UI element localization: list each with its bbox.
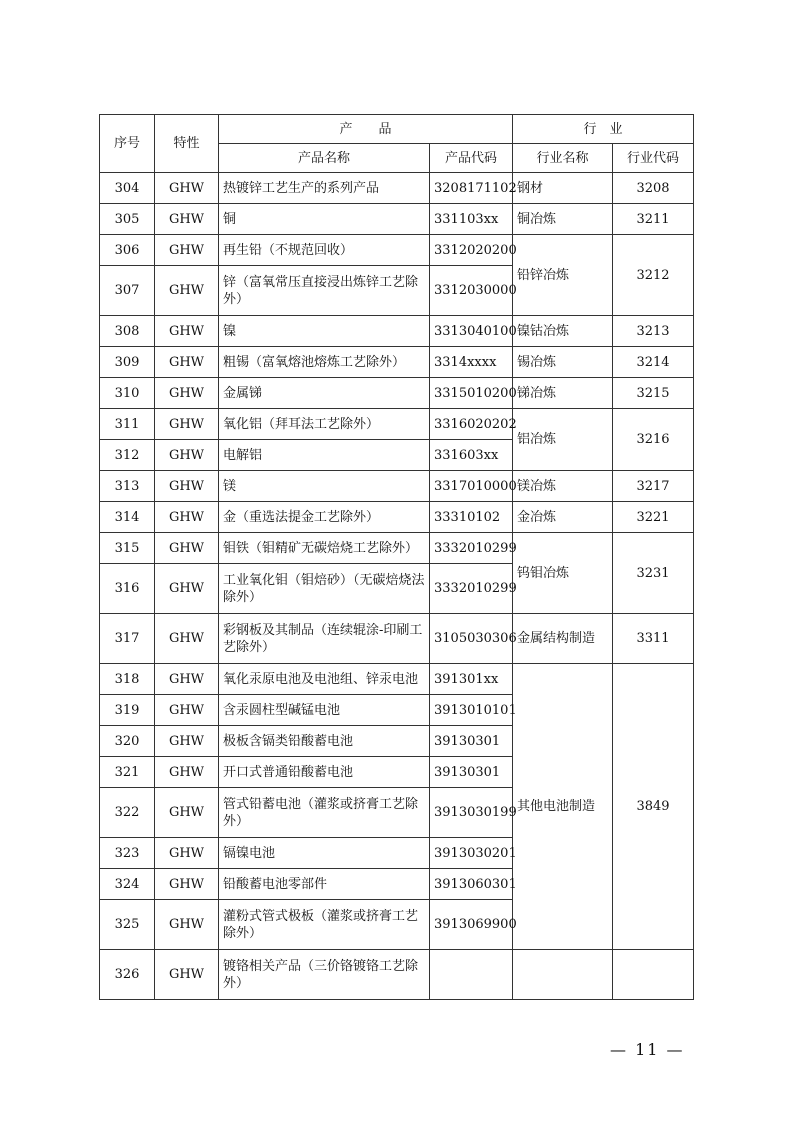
row-attr: GHW <box>155 502 219 533</box>
row-product-name: 氧化汞原电池及电池组、锌汞电池 <box>219 664 430 695</box>
row-product-name: 电解铝 <box>219 440 430 471</box>
row-product-name: 氧化铝（拜耳法工艺除外） <box>219 409 430 440</box>
row-product-name: 再生铅（不规范回收） <box>219 235 430 266</box>
row-product-code: 3913069900 <box>430 900 513 950</box>
row-attr: GHW <box>155 347 219 378</box>
row-attr: GHW <box>155 173 219 204</box>
row-product-name: 热镀锌工艺生产的系列产品 <box>219 173 430 204</box>
product-industry-table <box>99 114 694 1000</box>
row-attr: GHW <box>155 564 219 614</box>
row-industry-name: 镍钴冶炼 <box>513 316 613 347</box>
row-attr: GHW <box>155 235 219 266</box>
row-industry-code: 3212 <box>613 235 694 316</box>
row-attr: GHW <box>155 471 219 502</box>
row-product-code: 3312030000 <box>430 266 513 316</box>
row-industry-code: 3221 <box>613 502 694 533</box>
row-product-name: 钼铁（钼精矿无碳焙烧工艺除外） <box>219 533 430 564</box>
row-product-name: 开口式普通铅酸蓄电池 <box>219 757 430 788</box>
row-industry-name <box>513 950 613 1000</box>
row-product-code: 39130301 <box>430 726 513 757</box>
header-attr: 特性 <box>155 115 219 173</box>
row-seq: 310 <box>100 378 155 409</box>
row-product-code: 3913030199 <box>430 788 513 838</box>
row-seq: 319 <box>100 695 155 726</box>
row-industry-name: 铜冶炼 <box>513 204 613 235</box>
row-product-code: 3913030201 <box>430 838 513 869</box>
row-seq: 304 <box>100 173 155 204</box>
row-industry-code: 3311 <box>613 614 694 664</box>
header-industry-code: 行业代码 <box>613 144 694 173</box>
header-row-1 <box>100 115 694 144</box>
table-row <box>100 347 694 378</box>
row-seq: 308 <box>100 316 155 347</box>
row-attr: GHW <box>155 950 219 1000</box>
table-row <box>100 950 694 1000</box>
row-product-name: 工业氧化钼（钼焙砂）（无碳焙烧法除外） <box>219 564 430 614</box>
row-product-name: 灌粉式管式极板（灌浆或挤膏工艺除外） <box>219 900 430 950</box>
row-seq: 323 <box>100 838 155 869</box>
row-attr: GHW <box>155 316 219 347</box>
row-product-code: 3316020202 <box>430 409 513 440</box>
row-industry-code: 3216 <box>613 409 694 471</box>
row-seq: 322 <box>100 788 155 838</box>
row-industry-code: 3217 <box>613 471 694 502</box>
row-product-code: 39130301 <box>430 757 513 788</box>
row-product-code: 3312020200 <box>430 235 513 266</box>
row-product-code: 3314xxxx <box>430 347 513 378</box>
row-attr: GHW <box>155 266 219 316</box>
row-seq: 317 <box>100 614 155 664</box>
row-attr: GHW <box>155 869 219 900</box>
row-product-code: 33310102 <box>430 502 513 533</box>
row-product-code <box>430 950 513 1000</box>
row-attr: GHW <box>155 788 219 838</box>
row-industry-code: 3849 <box>613 664 694 950</box>
row-industry-name: 其他电池制造 <box>513 664 613 950</box>
row-product-name: 金（重选法提金工艺除外） <box>219 502 430 533</box>
row-product-code: 391301xx <box>430 664 513 695</box>
row-product-name: 铜 <box>219 204 430 235</box>
header-seq: 序号 <box>100 115 155 173</box>
row-seq: 320 <box>100 726 155 757</box>
row-seq: 321 <box>100 757 155 788</box>
row-product-code: 3208171102 <box>430 173 513 204</box>
row-industry-code: 3208 <box>613 173 694 204</box>
row-seq: 314 <box>100 502 155 533</box>
row-product-name: 粗锡（富氧熔池熔炼工艺除外） <box>219 347 430 378</box>
row-attr: GHW <box>155 378 219 409</box>
row-product-name: 镀铬相关产品（三价铬镀铬工艺除外） <box>219 950 430 1000</box>
header-industry: 行 业 <box>513 115 694 144</box>
row-seq: 311 <box>100 409 155 440</box>
row-seq: 325 <box>100 900 155 950</box>
table-row <box>100 409 694 440</box>
table-row <box>100 204 694 235</box>
row-attr: GHW <box>155 664 219 695</box>
row-attr: GHW <box>155 204 219 235</box>
row-attr: GHW <box>155 440 219 471</box>
row-industry-code: 3231 <box>613 533 694 614</box>
row-industry-code: 3211 <box>613 204 694 235</box>
row-product-code: 3332010299 <box>430 564 513 614</box>
row-product-code: 3315010200 <box>430 378 513 409</box>
row-seq: 324 <box>100 869 155 900</box>
row-attr: GHW <box>155 695 219 726</box>
table-row <box>100 173 694 204</box>
row-industry-code: 3214 <box>613 347 694 378</box>
row-seq: 318 <box>100 664 155 695</box>
row-product-code: 3332010299 <box>430 533 513 564</box>
row-product-code: 331103xx <box>430 204 513 235</box>
table-row <box>100 316 694 347</box>
row-product-code: 3105030306 <box>430 614 513 664</box>
row-product-code: 3313040100 <box>430 316 513 347</box>
row-attr: GHW <box>155 757 219 788</box>
table-row <box>100 235 694 266</box>
header-product: 产 品 <box>219 115 513 144</box>
table-row <box>100 471 694 502</box>
row-product-name: 镉镍电池 <box>219 838 430 869</box>
row-attr: GHW <box>155 838 219 869</box>
row-industry-name: 锡冶炼 <box>513 347 613 378</box>
row-product-code: 331603xx <box>430 440 513 471</box>
row-industry-name: 金冶炼 <box>513 502 613 533</box>
table-row <box>100 664 694 695</box>
row-seq: 312 <box>100 440 155 471</box>
row-attr: GHW <box>155 900 219 950</box>
row-product-name: 锌（富氧常压直接浸出炼锌工艺除外） <box>219 266 430 316</box>
row-attr: GHW <box>155 726 219 757</box>
row-seq: 306 <box>100 235 155 266</box>
row-industry-code: 3213 <box>613 316 694 347</box>
row-seq: 309 <box>100 347 155 378</box>
row-seq: 307 <box>100 266 155 316</box>
row-industry-code: 3215 <box>613 378 694 409</box>
table-row <box>100 502 694 533</box>
row-attr: GHW <box>155 409 219 440</box>
page-number: — 11 — <box>610 1040 685 1059</box>
row-industry-name: 钢材 <box>513 173 613 204</box>
row-industry-name: 铅锌冶炼 <box>513 235 613 316</box>
table-row <box>100 533 694 564</box>
row-product-code: 3913060301 <box>430 869 513 900</box>
row-product-name: 彩钢板及其制品（连续辊涂-印刷工艺除外） <box>219 614 430 664</box>
row-product-name: 铅酸蓄电池零部件 <box>219 869 430 900</box>
header-industry-name: 行业名称 <box>513 144 613 173</box>
row-industry-code <box>613 950 694 1000</box>
row-seq: 313 <box>100 471 155 502</box>
row-product-name: 镁 <box>219 471 430 502</box>
row-attr: GHW <box>155 614 219 664</box>
row-seq: 305 <box>100 204 155 235</box>
row-seq: 316 <box>100 564 155 614</box>
row-product-name: 镍 <box>219 316 430 347</box>
row-product-name: 金属锑 <box>219 378 430 409</box>
row-industry-name: 金属结构制造 <box>513 614 613 664</box>
row-product-name: 管式铅蓄电池（灌浆或挤膏工艺除外） <box>219 788 430 838</box>
row-product-code: 3913010101 <box>430 695 513 726</box>
row-industry-name: 钨钼冶炼 <box>513 533 613 614</box>
row-product-name: 含汞圆柱型碱锰电池 <box>219 695 430 726</box>
row-product-code: 3317010000 <box>430 471 513 502</box>
row-seq: 326 <box>100 950 155 1000</box>
table-row <box>100 614 694 664</box>
row-seq: 315 <box>100 533 155 564</box>
table-row <box>100 378 694 409</box>
row-attr: GHW <box>155 533 219 564</box>
header-product-code: 产品代码 <box>430 144 513 173</box>
row-industry-name: 锑冶炼 <box>513 378 613 409</box>
row-industry-name: 铝冶炼 <box>513 409 613 471</box>
row-product-name: 极板含镉类铅酸蓄电池 <box>219 726 430 757</box>
row-industry-name: 镁冶炼 <box>513 471 613 502</box>
header-product-name: 产品名称 <box>219 144 430 173</box>
